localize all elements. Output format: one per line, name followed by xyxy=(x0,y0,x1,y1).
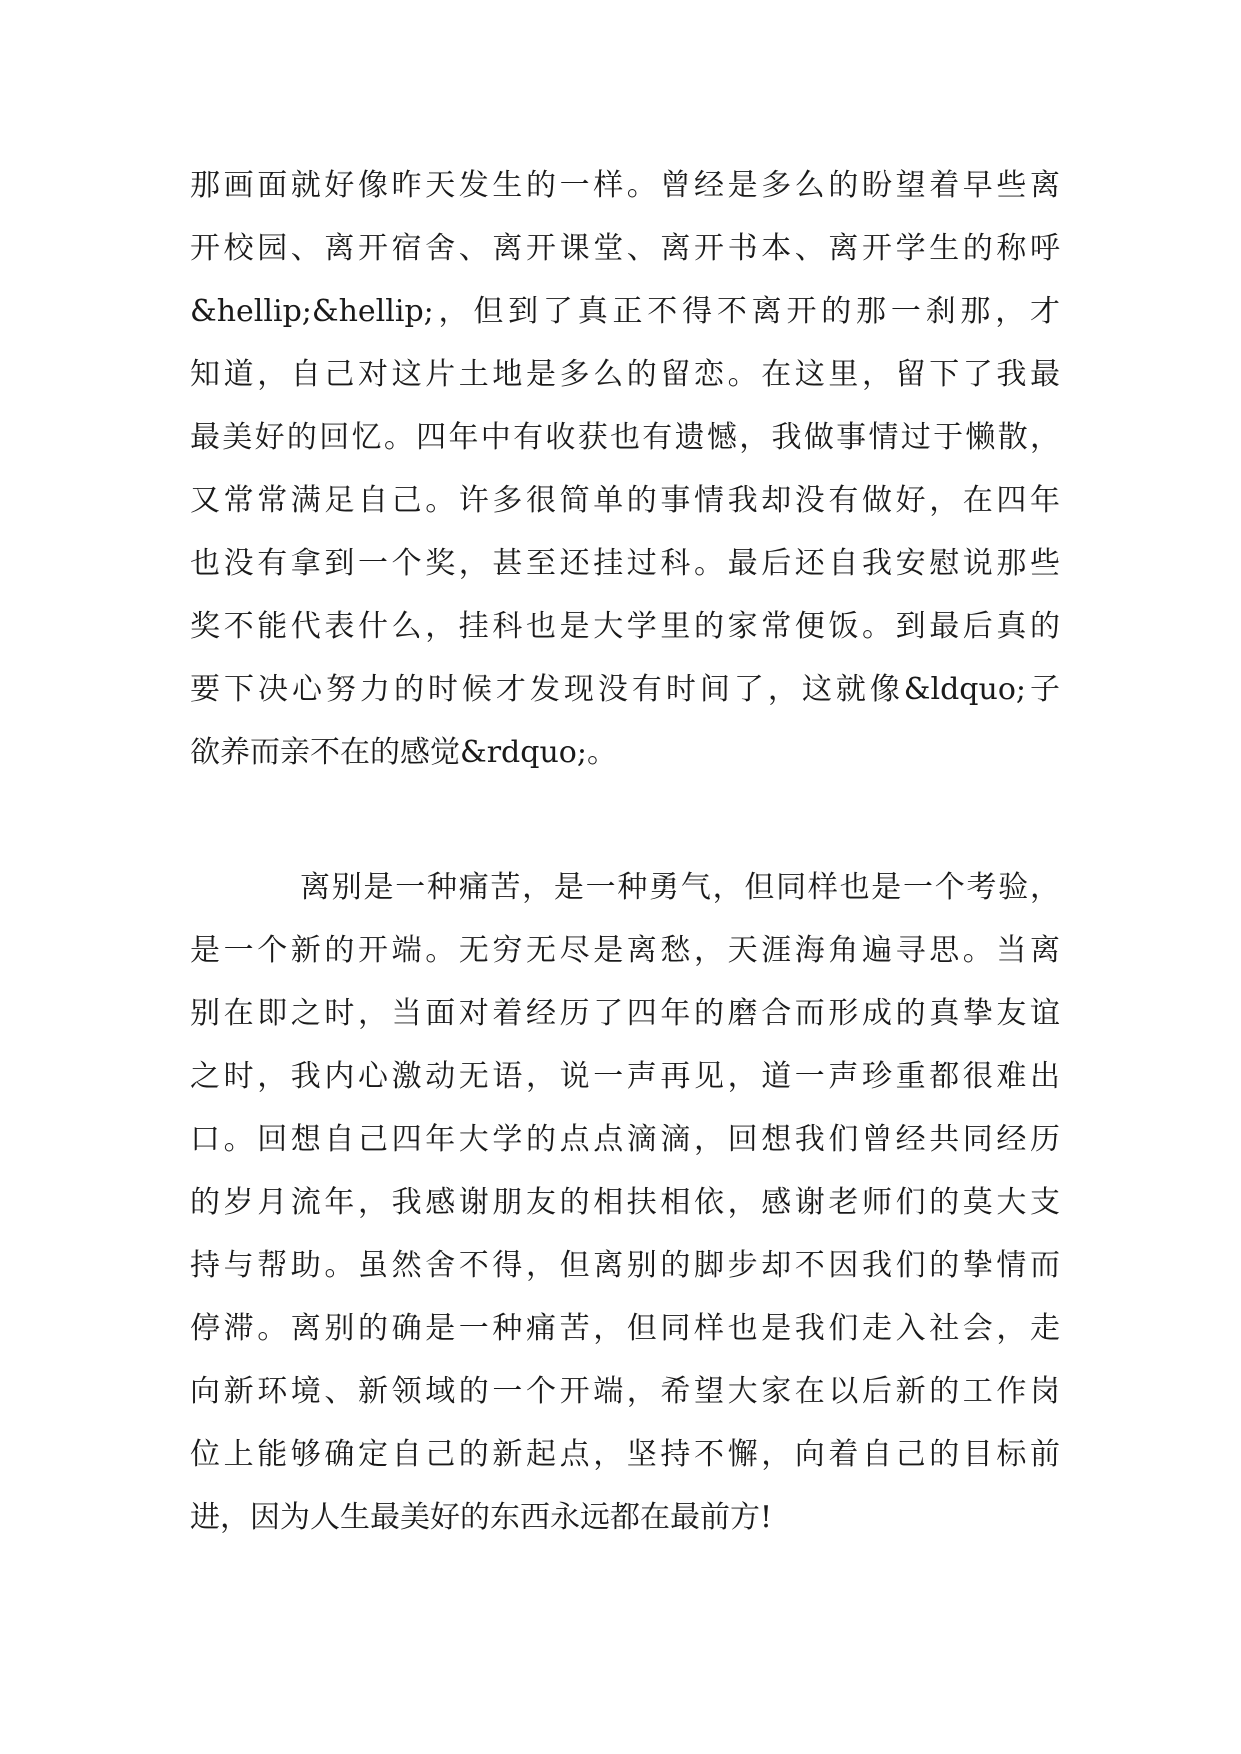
text-line: 持与帮助。虽然舍不得，但离别的脚步却不因我们的挚情而 xyxy=(190,1248,1060,1283)
text-line: 也没有拿到一个奖，甚至还挂过科。最后还自我安慰说那些 xyxy=(190,546,1060,581)
text-line: 的岁月流年，我感谢朋友的相扶相依，感谢老师们的莫大支 xyxy=(190,1185,1060,1220)
text-line: 开校园、离开宿舍、离开课堂、离开书本、离开学生的称呼 xyxy=(190,231,1060,266)
paragraph-farewell xyxy=(190,856,1060,1549)
text-line: 位上能够确定自己的新起点，坚持不懈，向着自己的目标前 xyxy=(190,1437,1060,1472)
text-line: 又常常满足自己。许多很简单的事情我却没有做好，在四年 xyxy=(190,483,1060,518)
text-line: 最美好的回忆。四年中有收获也有遗憾，我做事情过于懒散， xyxy=(190,420,1060,455)
text-line: &hellip;&hellip;，但到了真正不得不离开的那一刹那，才 xyxy=(190,294,1060,329)
text-line: 停滞。离别的确是一种痛苦，但同样也是我们走入社会，走 xyxy=(190,1311,1060,1346)
text-line: 是一个新的开端。无穷无尽是离愁，天涯海角遍寻思。当离 xyxy=(190,933,1060,968)
paragraph-memories xyxy=(190,154,1060,784)
text-line: 别在即之时，当面对着经历了四年的磨合而形成的真挚友谊 xyxy=(190,996,1060,1031)
text-line: 那画面就好像昨天发生的一样。曾经是多么的盼望着早些离 xyxy=(190,168,1060,203)
text-line: 知道，自己对这片土地是多么的留恋。在这里，留下了我最 xyxy=(190,357,1060,392)
text-line: 要下决心努力的时候才发现没有时间了，这就像&ldquo;子 xyxy=(190,672,1060,707)
text-line: 奖不能代表什么，挂科也是大学里的家常便饭。到最后真的 xyxy=(190,609,1060,644)
text-line: 之时，我内心激动无语，说一声再见，道一声珍重都很难出 xyxy=(190,1059,1060,1094)
text-line: 进，因为人生最美好的东西永远都在最前方! xyxy=(190,1500,773,1535)
text-line: 离别是一种痛苦，是一种勇气，但同样也是一个考验， xyxy=(300,870,1060,905)
text-line: 欲养而亲不在的感觉&rdquo;。 xyxy=(190,735,617,770)
text-line: 向新环境、新领域的一个开端，希望大家在以后新的工作岗 xyxy=(190,1374,1060,1409)
text-line: 口。回想自己四年大学的点点滴滴，回想我们曾经共同经历 xyxy=(190,1122,1060,1157)
